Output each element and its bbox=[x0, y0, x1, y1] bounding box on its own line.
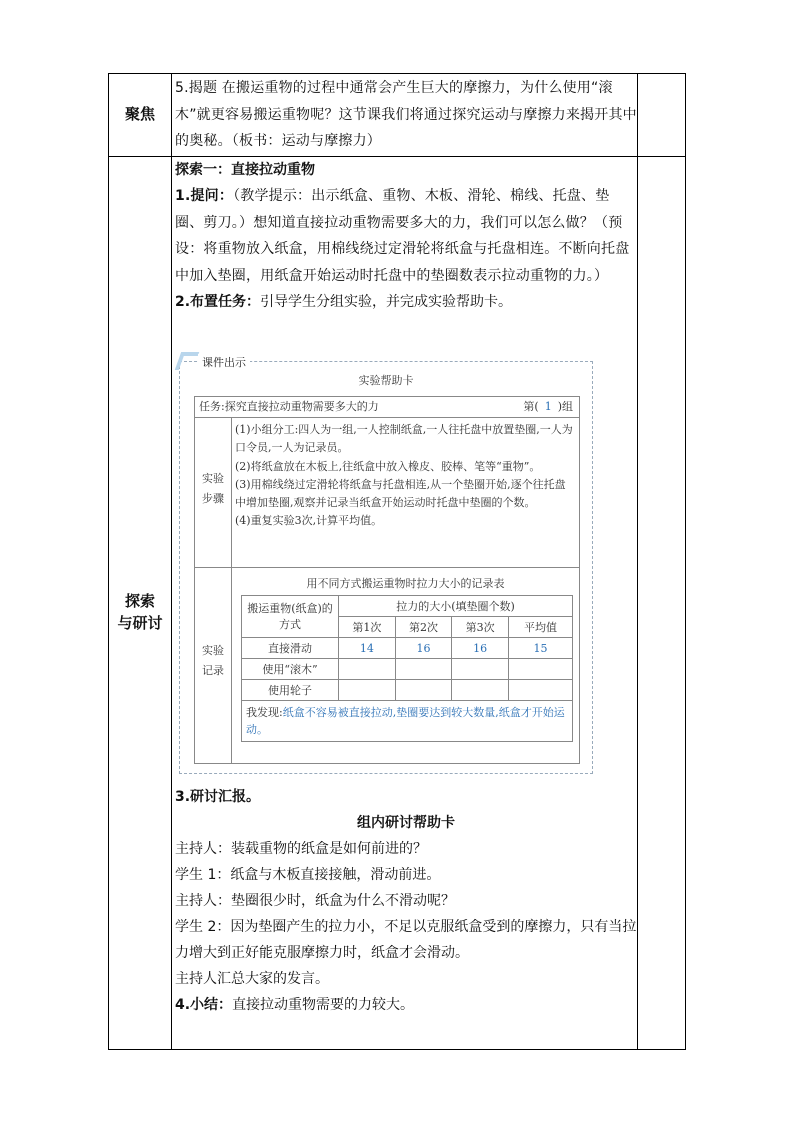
value-cell bbox=[395, 680, 452, 701]
table-row bbox=[242, 680, 573, 701]
experiment-card bbox=[194, 396, 580, 764]
value-cell bbox=[395, 659, 452, 680]
row-label-explore bbox=[109, 590, 171, 634]
focus-paragraph: 5.揭题 在搬运重物的过程中通常会产生巨大的摩擦力，为什么使用“滚木”就更容易搬运重物呢？这节课我们将通过探究运动与摩擦力来揭开其中的奥秘。（板书：运动与摩擦力） bbox=[175, 80, 637, 149]
column-divider bbox=[171, 74, 172, 1049]
force-header: 拉力的大小(填垫圈个数) bbox=[339, 596, 573, 617]
method-cell: 使用“滚木” bbox=[242, 659, 339, 680]
question-1-text: （教学提示：出示纸盒、重物、木板、滑轮、棉线、托盘、垫圈、剪刀。）想知道直接拉动重物需要多大的力，我们可以怎么做？（预设：将重物放入纸盒，用棉线绕过定滑轮将纸盒与托盘相连。不断向托盘中加入垫圈，用纸盒开始运动时托盘中的垫圈数表示拉动重物的力。） bbox=[175, 188, 630, 284]
value-cell bbox=[508, 680, 572, 701]
method-cell: 直接滑动 bbox=[242, 638, 339, 659]
group-prefix: 第( bbox=[523, 400, 539, 413]
record-label-line: 记录 bbox=[202, 664, 224, 677]
question-2 bbox=[175, 289, 637, 315]
summary bbox=[175, 992, 637, 1018]
value-cell bbox=[339, 680, 396, 701]
group-suffix: )组 bbox=[557, 400, 573, 413]
tag-decoration bbox=[175, 352, 200, 370]
steps-label-line: 实验 bbox=[202, 472, 224, 485]
found-row bbox=[242, 701, 573, 742]
record-table bbox=[241, 595, 573, 742]
value-cell bbox=[452, 680, 509, 701]
dialog-line: 学生 2：因为垫圈产生的拉力小，不足以克服纸盒受到的摩擦力，只有当拉力增大到正好能克服摩擦力时，纸盒才会滑动。 bbox=[175, 919, 637, 961]
steps-label bbox=[195, 469, 231, 509]
sub-header: 平均值 bbox=[508, 617, 572, 638]
step-item: (4)重复实验3次,计算平均值。 bbox=[235, 514, 383, 528]
courseware-card bbox=[179, 356, 593, 774]
value-cell bbox=[452, 659, 509, 680]
discussion-card-title: 组内研讨帮助卡 bbox=[357, 815, 455, 831]
found-cell bbox=[242, 701, 573, 742]
focus-text bbox=[175, 75, 637, 155]
value-cell: 14 bbox=[339, 638, 396, 659]
value-cell bbox=[339, 659, 396, 680]
record-title: 用不同方式搬运重物时拉力大小的记录表 bbox=[306, 577, 505, 590]
method-cell: 使用轮子 bbox=[242, 680, 339, 701]
card-title: 实验帮助卡 bbox=[358, 374, 414, 387]
value-cell bbox=[508, 659, 572, 680]
question-3-label: 3.研讨汇报。 bbox=[175, 789, 261, 805]
found-label: 我发现: bbox=[246, 706, 283, 719]
table-row bbox=[242, 659, 573, 680]
found-text: 纸盒不容易被直接拉动,垫圈要达到较大数量,纸盒才开始运动。 bbox=[246, 706, 565, 736]
discussion-content bbox=[175, 784, 637, 1018]
lesson-table bbox=[108, 73, 686, 1050]
summary-text: 直接拉动重物需要的力较大。 bbox=[232, 997, 415, 1013]
group-num: 1 bbox=[544, 400, 552, 413]
explore-content bbox=[175, 157, 637, 315]
section-heading: 探索一：直接拉动重物 bbox=[175, 162, 315, 178]
sub-header: 第1次 bbox=[339, 617, 396, 638]
step-item: (3)用棉线绕过定滑轮将纸盒与托盘相连,从一个垫圈开始,逐个往托盘中增加垫圈,观察并记录当纸盒开始运动时托盘中垫圈的个数。 bbox=[235, 477, 566, 510]
dialog-line: 主持人汇总大家的发言。 bbox=[175, 971, 329, 987]
card-divider bbox=[195, 417, 579, 418]
courseware-tag: 课件出示 bbox=[198, 354, 250, 370]
question-1 bbox=[175, 183, 637, 289]
task-row bbox=[199, 399, 573, 415]
record-label bbox=[195, 641, 231, 681]
summary-label: 4.小结： bbox=[175, 997, 233, 1013]
row-label-line: 探索 bbox=[124, 592, 155, 610]
dialog-line: 主持人：装载重物的纸盒是如何前进的？ bbox=[175, 841, 427, 857]
value-cell: 15 bbox=[508, 638, 572, 659]
task-text: 任务:探究直接拉动重物需要多大的力 bbox=[199, 400, 379, 413]
record-label-line: 实验 bbox=[202, 644, 224, 657]
table-header-row bbox=[242, 596, 573, 617]
dialog-line: 主持人：垫圈很少时，纸盒为什么不滑动呢？ bbox=[175, 893, 455, 909]
row-label-line: 与研讨 bbox=[117, 614, 163, 632]
method-header: 搬运重物(纸盒)的方式 bbox=[242, 596, 339, 638]
question-1-label: 1.提问： bbox=[175, 188, 234, 204]
value-cell: 16 bbox=[395, 638, 452, 659]
column-divider bbox=[637, 74, 638, 1049]
question-2-text: 引导学生分组实验，并完成实验帮助卡。 bbox=[260, 294, 513, 310]
group-number bbox=[523, 399, 573, 415]
step-item: (1)小组分工:四人为一组,一人控制纸盒,一人往托盘中放置垫圈,一人为口令员,一人为记录员。 bbox=[235, 423, 573, 455]
row-label-focus: 聚焦 bbox=[124, 105, 155, 123]
question-2-label: 2.布置任务： bbox=[175, 294, 261, 310]
sub-header: 第3次 bbox=[452, 617, 509, 638]
table-row bbox=[242, 638, 573, 659]
card-divider bbox=[195, 567, 579, 568]
value-cell: 16 bbox=[452, 638, 509, 659]
sub-header: 第2次 bbox=[395, 617, 452, 638]
dialog-line: 学生 1：纸盒与木板直接接触，滑动前进。 bbox=[175, 867, 441, 883]
step-item: (2)将纸盒放在木板上,往纸盒中放入橡皮、胶棒、笔等“重物”。 bbox=[235, 459, 541, 473]
steps-list bbox=[235, 421, 573, 531]
steps-label-line: 步骤 bbox=[202, 492, 224, 505]
